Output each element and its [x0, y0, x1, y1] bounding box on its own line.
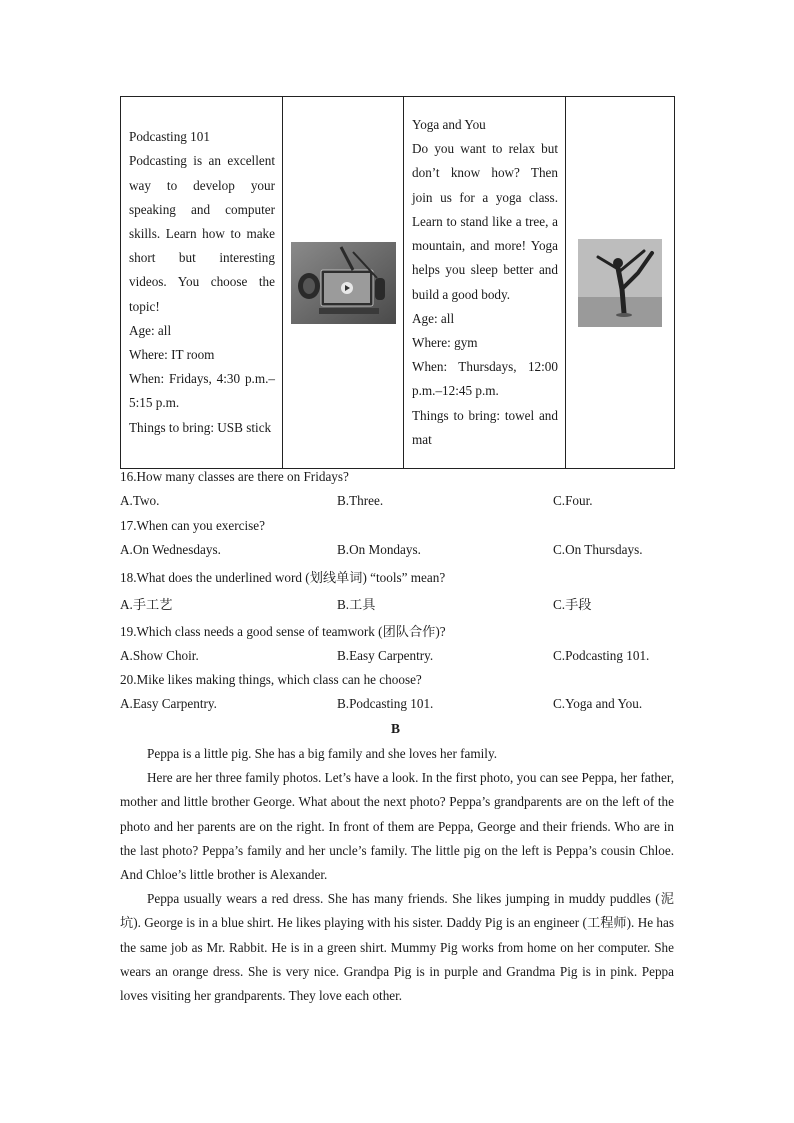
question-16-option-b: B.Three.: [337, 493, 384, 508]
question-19-option-a: A.Show Choir.: [120, 648, 199, 663]
question-16-option-a: A.Two.: [120, 493, 160, 508]
podcasting-description: Podcasting is an excellent way to develop your speaking and computer skills. Learn how to make short but interesting videos. You choose the topic!: [129, 153, 275, 314]
question-16: 16.How many classes are there on Fridays?: [120, 469, 349, 484]
question-20-option-c: C.Yoga and You.: [553, 696, 643, 711]
question-17-option-b: B.On Mondays.: [337, 542, 421, 557]
question-17-option-a: A.On Wednesdays.: [120, 542, 221, 557]
question-17-option-c: C.On Thursdays.: [553, 542, 643, 557]
question-18-option-a: A.手工艺: [120, 597, 173, 612]
reading-passage: [120, 742, 674, 1008]
podcasting-title: Podcasting 101: [129, 129, 210, 145]
yoga-photo: [578, 239, 662, 327]
passage-paragraph: Peppa usually wears a red dress. She has many friends. She likes jumping in muddy puddles (泥坑). George is in a blue shirt. He likes playing with his sister. Daddy Pig is an engineer (工程师). He has the same job as Mr. Rabbit. He is in a green shirt. Mummy Pig works from home on her computer. She wears an orange dress. She is very nice. Grandpa Pig is in purple and Grandma Pig is in pink. Peppa loves visiting her grandparents. They love each other.: [120, 891, 674, 1004]
question-19-option-b: B.Easy Carpentry.: [337, 648, 434, 663]
yoga-bring: Things to bring: towel and mat: [412, 407, 558, 447]
passage-paragraph: Peppa is a little pig. She has a big family and she loves her family.: [147, 746, 498, 761]
yoga-description: Do you want to relax but don’t know how? Then join us for a yoga class. Learn to stand like a tree, a mountain, and more! Yoga helps you sleep better and build a good body.: [412, 141, 558, 302]
question-18: 18.What does the underlined word (划线单词) “tools” mean?: [120, 570, 446, 585]
podcasting-when: When: Fridays, 4:30 p.m.–5:15 p.m.: [129, 371, 275, 411]
question-20: 20.Mike likes making things, which class can he choose?: [120, 672, 422, 687]
podcasting-photo: [291, 242, 396, 324]
podcasting-age: Age: all: [129, 322, 172, 338]
yoga-image-cell: [566, 97, 675, 469]
question-17: 17.When can you exercise?: [120, 518, 265, 533]
podcasting-bring: Things to bring: USB stick: [129, 419, 272, 435]
passage-paragraph: Here are her three family photos. Let’s have a look. In the first photo, you can see Peppa, her father, mother and little brother George. What about the next photo? Peppa’s grandparents are on the left of the photo and her parents are on the right. In front of them are Peppa, George and their friends. Who are in the last photo? Peppa’s family and her uncle’s family. The little pig on the left is Peppa’s cousin Chloe. And Chloe’s little brother is Alexander.: [120, 770, 674, 883]
yoga-where: Where: gym: [412, 334, 478, 350]
question-20-option-b: B.Podcasting 101.: [337, 696, 434, 711]
question-16-option-c: C.Four.: [553, 493, 593, 508]
yoga-when: When: Thursdays, 12:00 p.m.–12:45 p.m.: [412, 359, 558, 399]
section-heading: B: [391, 721, 401, 736]
podcasting-where: Where: IT room: [129, 347, 215, 362]
yoga-title: Yoga and You: [412, 117, 486, 133]
yoga-age: Age: all: [412, 310, 455, 326]
podcasting-cell: [121, 97, 283, 469]
question-20-option-a: A.Easy Carpentry.: [120, 696, 217, 711]
question-18-option-c: C.手段: [553, 597, 592, 612]
question-19-option-c: C.Podcasting 101.: [553, 648, 650, 663]
classes-table: [120, 96, 675, 469]
question-18-option-b: B.工具: [337, 597, 376, 612]
podcasting-image-cell: [283, 97, 404, 469]
yoga-cell: [404, 97, 566, 469]
question-19: 19.Which class needs a good sense of teamwork (团队合作)?: [120, 624, 446, 639]
